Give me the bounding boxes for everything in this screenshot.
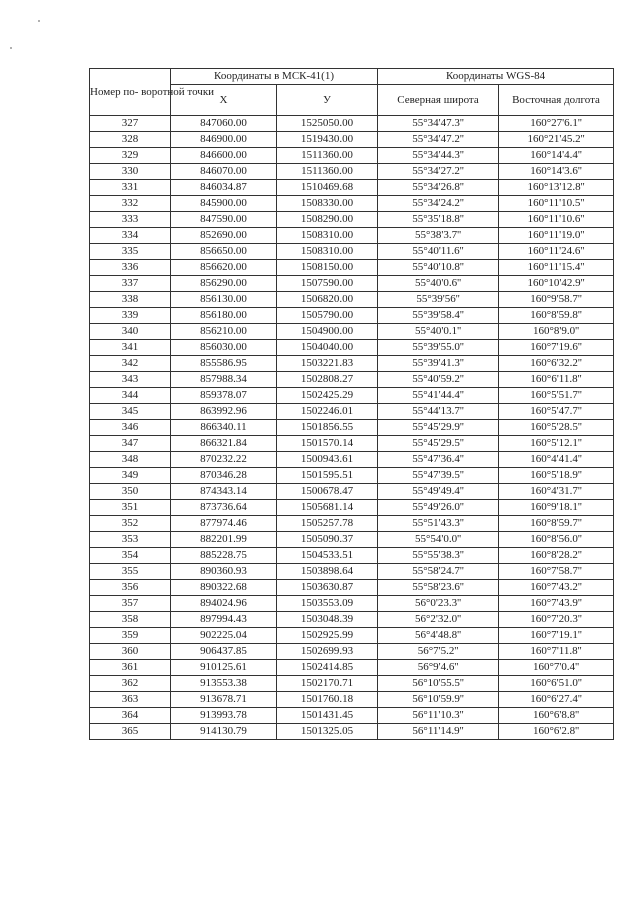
table-row	[90, 116, 614, 132]
longitude-cell: 160°11'10.6''	[499, 212, 614, 228]
y-coordinate-cell: 1508310.00	[277, 228, 378, 244]
latitude-cell: 55°34'27.2''	[378, 164, 499, 180]
y-coordinate-cell: 1508150.00	[277, 260, 378, 276]
x-coordinate-cell: 846034.87	[171, 180, 277, 196]
x-coordinate-cell: 890322.68	[171, 580, 277, 596]
latitude-cell: 55°40'0.1''	[378, 324, 499, 340]
y-coordinate-cell: 1503221.83	[277, 356, 378, 372]
latitude-cell: 56°10'55.5''	[378, 676, 499, 692]
longitude-cell: 160°11'15.4''	[499, 260, 614, 276]
table-row	[90, 596, 614, 612]
point-number-cell: 360	[90, 644, 171, 660]
x-coordinate-cell: 910125.61	[171, 660, 277, 676]
y-coordinate-cell: 1504533.51	[277, 548, 378, 564]
x-coordinate-cell: 863992.96	[171, 404, 277, 420]
latitude-cell: 56°11'10.3''	[378, 708, 499, 724]
longitude-cell: 160°4'31.7''	[499, 484, 614, 500]
table-row	[90, 276, 614, 292]
longitude-cell: 160°6'51.0''	[499, 676, 614, 692]
longitude-cell: 160°21'45.2''	[499, 132, 614, 148]
y-coordinate-cell: 1502925.99	[277, 628, 378, 644]
y-coordinate-cell: 1502425.29	[277, 388, 378, 404]
table-header	[90, 69, 614, 116]
x-coordinate-cell: 890360.93	[171, 564, 277, 580]
point-number-cell: 351	[90, 500, 171, 516]
latitude-cell: 55°58'23.6''	[378, 580, 499, 596]
y-coordinate-cell: 1501431.45	[277, 708, 378, 724]
y-coordinate-cell: 1503630.87	[277, 580, 378, 596]
y-coordinate-cell: 1502699.93	[277, 644, 378, 660]
longitude-cell: 160°7'19.6''	[499, 340, 614, 356]
latitude-cell: 56°0'23.3''	[378, 596, 499, 612]
x-coordinate-cell: 852690.00	[171, 228, 277, 244]
point-number-cell: 354	[90, 548, 171, 564]
point-number-cell: 338	[90, 292, 171, 308]
longitude-cell: 160°5'47.7''	[499, 404, 614, 420]
table-row	[90, 356, 614, 372]
point-number-cell: 352	[90, 516, 171, 532]
point-number-cell: 361	[90, 660, 171, 676]
point-number-cell: 342	[90, 356, 171, 372]
table-row	[90, 244, 614, 260]
x-coordinate-cell: 866340.11	[171, 420, 277, 436]
longitude-cell: 160°7'43.2''	[499, 580, 614, 596]
latitude-cell: 56°2'32.0''	[378, 612, 499, 628]
y-coordinate-cell: 1511360.00	[277, 164, 378, 180]
longitude-cell: 160°5'51.7''	[499, 388, 614, 404]
latitude-cell: 55°39'55.0''	[378, 340, 499, 356]
table-row	[90, 372, 614, 388]
x-coordinate-cell: 913678.71	[171, 692, 277, 708]
point-number-cell: 346	[90, 420, 171, 436]
table-row	[90, 324, 614, 340]
point-number-cell: 339	[90, 308, 171, 324]
latitude-cell: 55°38'3.7''	[378, 228, 499, 244]
latitude-cell: 55°35'18.8''	[378, 212, 499, 228]
table-row	[90, 164, 614, 180]
point-number-cell: 357	[90, 596, 171, 612]
x-coordinate-cell: 856210.00	[171, 324, 277, 340]
x-coordinate-cell: 847060.00	[171, 116, 277, 132]
table-row	[90, 340, 614, 356]
longitude-cell: 160°7'58.7''	[499, 564, 614, 580]
x-coordinate-cell: 856130.00	[171, 292, 277, 308]
point-number-cell: 356	[90, 580, 171, 596]
x-coordinate-cell: 856180.00	[171, 308, 277, 324]
table-row	[90, 308, 614, 324]
longitude-cell: 160°7'0.4''	[499, 660, 614, 676]
latitude-cell: 55°41'44.4''	[378, 388, 499, 404]
point-number-cell: 365	[90, 724, 171, 740]
latitude-cell: 55°40'0.6''	[378, 276, 499, 292]
point-number-cell: 355	[90, 564, 171, 580]
table-row	[90, 228, 614, 244]
point-number-cell: 345	[90, 404, 171, 420]
longitude-cell: 160°8'59.8''	[499, 308, 614, 324]
x-coordinate-cell: 870232.22	[171, 452, 277, 468]
y-coordinate-cell: 1504900.00	[277, 324, 378, 340]
latitude-cell: 56°4'48.8''	[378, 628, 499, 644]
latitude-cell: 55°39'56''	[378, 292, 499, 308]
latitude-cell: 55°40'10.8''	[378, 260, 499, 276]
point-number-cell: 364	[90, 708, 171, 724]
point-number-cell: 362	[90, 676, 171, 692]
latitude-cell: 55°34'24.2''	[378, 196, 499, 212]
point-number-cell: 335	[90, 244, 171, 260]
x-coordinate-cell: 856290.00	[171, 276, 277, 292]
y-coordinate-cell: 1511360.00	[277, 148, 378, 164]
header-wgs-group: Координаты WGS-84	[378, 69, 614, 85]
coordinates-table	[89, 68, 614, 740]
y-coordinate-cell: 1503898.64	[277, 564, 378, 580]
y-coordinate-cell: 1519430.00	[277, 132, 378, 148]
longitude-cell: 160°4'41.4''	[499, 452, 614, 468]
point-number-cell: 344	[90, 388, 171, 404]
y-coordinate-cell: 1502170.71	[277, 676, 378, 692]
longitude-cell: 160°11'10.5''	[499, 196, 614, 212]
x-coordinate-cell: 845900.00	[171, 196, 277, 212]
x-coordinate-cell: 897994.43	[171, 612, 277, 628]
table-row	[90, 644, 614, 660]
x-coordinate-cell: 856030.00	[171, 340, 277, 356]
y-coordinate-cell: 1501760.18	[277, 692, 378, 708]
y-coordinate-cell: 1505090.37	[277, 532, 378, 548]
header-longitude: Восточная долгота	[499, 85, 614, 116]
x-coordinate-cell: 906437.85	[171, 644, 277, 660]
header-point-number: Номер по- воротной точки	[90, 69, 171, 116]
latitude-cell: 55°45'29.9''	[378, 420, 499, 436]
y-coordinate-cell: 1507590.00	[277, 276, 378, 292]
latitude-cell: 55°49'26.0''	[378, 500, 499, 516]
table-row	[90, 692, 614, 708]
table-row	[90, 500, 614, 516]
x-coordinate-cell: 873736.64	[171, 500, 277, 516]
point-number-cell: 337	[90, 276, 171, 292]
y-coordinate-cell: 1504040.00	[277, 340, 378, 356]
longitude-cell: 160°6'11.8''	[499, 372, 614, 388]
header-latitude: Северная широта	[378, 85, 499, 116]
latitude-cell: 56°9'4.6''	[378, 660, 499, 676]
latitude-cell: 55°34'47.3''	[378, 116, 499, 132]
longitude-cell: 160°27'6.1''	[499, 116, 614, 132]
table-row	[90, 196, 614, 212]
longitude-cell: 160°5'18.9''	[499, 468, 614, 484]
x-coordinate-cell: 913553.38	[171, 676, 277, 692]
point-number-cell: 350	[90, 484, 171, 500]
table-row	[90, 132, 614, 148]
y-coordinate-cell: 1508290.00	[277, 212, 378, 228]
longitude-cell: 160°13'12.8''	[499, 180, 614, 196]
x-coordinate-cell: 856650.00	[171, 244, 277, 260]
scan-speck	[10, 47, 12, 49]
y-coordinate-cell: 1501325.05	[277, 724, 378, 740]
table-row	[90, 628, 614, 644]
table-body	[90, 116, 614, 740]
longitude-cell: 160°11'19.0''	[499, 228, 614, 244]
y-coordinate-cell: 1503553.09	[277, 596, 378, 612]
table-row	[90, 436, 614, 452]
point-number-cell: 349	[90, 468, 171, 484]
point-number-cell: 358	[90, 612, 171, 628]
point-number-cell: 347	[90, 436, 171, 452]
latitude-cell: 55°47'39.5''	[378, 468, 499, 484]
longitude-cell: 160°14'3.6''	[499, 164, 614, 180]
longitude-cell: 160°8'59.7''	[499, 516, 614, 532]
x-coordinate-cell: 847590.00	[171, 212, 277, 228]
point-number-cell: 340	[90, 324, 171, 340]
point-number-cell: 341	[90, 340, 171, 356]
point-number-cell: 353	[90, 532, 171, 548]
table-row	[90, 484, 614, 500]
longitude-cell: 160°7'20.3''	[499, 612, 614, 628]
table-row	[90, 212, 614, 228]
y-coordinate-cell: 1500678.47	[277, 484, 378, 500]
latitude-cell: 55°47'36.4''	[378, 452, 499, 468]
x-coordinate-cell: 857988.34	[171, 372, 277, 388]
longitude-cell: 160°8'9.0''	[499, 324, 614, 340]
table-row	[90, 676, 614, 692]
table-row	[90, 660, 614, 676]
table-row	[90, 532, 614, 548]
longitude-cell: 160°7'19.1''	[499, 628, 614, 644]
latitude-cell: 55°58'24.7''	[378, 564, 499, 580]
x-coordinate-cell: 846900.00	[171, 132, 277, 148]
table-row	[90, 468, 614, 484]
header-msk-group: Координаты в МСК-41(1)	[171, 69, 378, 85]
longitude-cell: 160°6'32.2''	[499, 356, 614, 372]
y-coordinate-cell: 1510469.68	[277, 180, 378, 196]
point-number-cell: 330	[90, 164, 171, 180]
table-row	[90, 724, 614, 740]
latitude-cell: 55°55'38.3''	[378, 548, 499, 564]
latitude-cell: 55°44'13.7''	[378, 404, 499, 420]
table-row	[90, 180, 614, 196]
point-number-cell: 363	[90, 692, 171, 708]
point-number-cell: 348	[90, 452, 171, 468]
longitude-cell: 160°9'58.7''	[499, 292, 614, 308]
scan-speck	[38, 20, 40, 22]
table-row	[90, 420, 614, 436]
y-coordinate-cell: 1501595.51	[277, 468, 378, 484]
point-number-cell: 327	[90, 116, 171, 132]
y-coordinate-cell: 1505790.00	[277, 308, 378, 324]
latitude-cell: 55°45'29.5''	[378, 436, 499, 452]
header-x: X	[171, 85, 277, 116]
latitude-cell: 55°34'26.8''	[378, 180, 499, 196]
x-coordinate-cell: 870346.28	[171, 468, 277, 484]
latitude-cell: 55°40'59.2''	[378, 372, 499, 388]
latitude-cell: 56°10'59.9''	[378, 692, 499, 708]
latitude-cell: 56°7'5.2''	[378, 644, 499, 660]
y-coordinate-cell: 1525050.00	[277, 116, 378, 132]
longitude-cell: 160°6'8.8''	[499, 708, 614, 724]
latitude-cell: 55°39'41.3''	[378, 356, 499, 372]
table-row	[90, 708, 614, 724]
table-row	[90, 404, 614, 420]
x-coordinate-cell: 859378.07	[171, 388, 277, 404]
longitude-cell: 160°11'24.6''	[499, 244, 614, 260]
longitude-cell: 160°6'27.4''	[499, 692, 614, 708]
latitude-cell: 55°39'58.4''	[378, 308, 499, 324]
x-coordinate-cell: 856620.00	[171, 260, 277, 276]
point-number-cell: 328	[90, 132, 171, 148]
longitude-cell: 160°10'42.9''	[499, 276, 614, 292]
latitude-cell: 55°34'47.2''	[378, 132, 499, 148]
table-row	[90, 612, 614, 628]
x-coordinate-cell: 894024.96	[171, 596, 277, 612]
latitude-cell: 55°49'49.4''	[378, 484, 499, 500]
y-coordinate-cell: 1508330.00	[277, 196, 378, 212]
y-coordinate-cell: 1502808.27	[277, 372, 378, 388]
y-coordinate-cell: 1505681.14	[277, 500, 378, 516]
x-coordinate-cell: 877974.46	[171, 516, 277, 532]
latitude-cell: 55°40'11.6''	[378, 244, 499, 260]
x-coordinate-cell: 874343.14	[171, 484, 277, 500]
longitude-cell: 160°8'28.2''	[499, 548, 614, 564]
header-y: У	[277, 85, 378, 116]
x-coordinate-cell: 846600.00	[171, 148, 277, 164]
latitude-cell: 55°34'44.3''	[378, 148, 499, 164]
table-row	[90, 292, 614, 308]
point-number-cell: 359	[90, 628, 171, 644]
y-coordinate-cell: 1508310.00	[277, 244, 378, 260]
table-row	[90, 516, 614, 532]
point-number-cell: 329	[90, 148, 171, 164]
longitude-cell: 160°5'12.1''	[499, 436, 614, 452]
table-row	[90, 548, 614, 564]
table-row	[90, 564, 614, 580]
point-number-cell: 343	[90, 372, 171, 388]
longitude-cell: 160°5'28.5''	[499, 420, 614, 436]
longitude-cell: 160°7'11.8''	[499, 644, 614, 660]
x-coordinate-cell: 885228.75	[171, 548, 277, 564]
point-number-cell: 331	[90, 180, 171, 196]
y-coordinate-cell: 1502414.85	[277, 660, 378, 676]
longitude-cell: 160°8'56.0''	[499, 532, 614, 548]
longitude-cell: 160°14'4.4''	[499, 148, 614, 164]
y-coordinate-cell: 1506820.00	[277, 292, 378, 308]
table-row	[90, 148, 614, 164]
table-row	[90, 452, 614, 468]
x-coordinate-cell: 914130.79	[171, 724, 277, 740]
point-number-cell: 332	[90, 196, 171, 212]
longitude-cell: 160°7'43.9''	[499, 596, 614, 612]
table-row	[90, 580, 614, 596]
point-number-cell: 336	[90, 260, 171, 276]
y-coordinate-cell: 1505257.78	[277, 516, 378, 532]
latitude-cell: 55°54'0.0''	[378, 532, 499, 548]
longitude-cell: 160°6'2.8''	[499, 724, 614, 740]
point-number-cell: 334	[90, 228, 171, 244]
table-row	[90, 388, 614, 404]
x-coordinate-cell: 882201.99	[171, 532, 277, 548]
latitude-cell: 56°11'14.9''	[378, 724, 499, 740]
latitude-cell: 55°51'43.3''	[378, 516, 499, 532]
x-coordinate-cell: 846070.00	[171, 164, 277, 180]
x-coordinate-cell: 902225.04	[171, 628, 277, 644]
x-coordinate-cell: 855586.95	[171, 356, 277, 372]
y-coordinate-cell: 1501570.14	[277, 436, 378, 452]
y-coordinate-cell: 1502246.01	[277, 404, 378, 420]
point-number-cell: 333	[90, 212, 171, 228]
x-coordinate-cell: 866321.84	[171, 436, 277, 452]
y-coordinate-cell: 1501856.55	[277, 420, 378, 436]
y-coordinate-cell: 1500943.61	[277, 452, 378, 468]
table-row	[90, 260, 614, 276]
y-coordinate-cell: 1503048.39	[277, 612, 378, 628]
longitude-cell: 160°9'18.1''	[499, 500, 614, 516]
x-coordinate-cell: 913993.78	[171, 708, 277, 724]
